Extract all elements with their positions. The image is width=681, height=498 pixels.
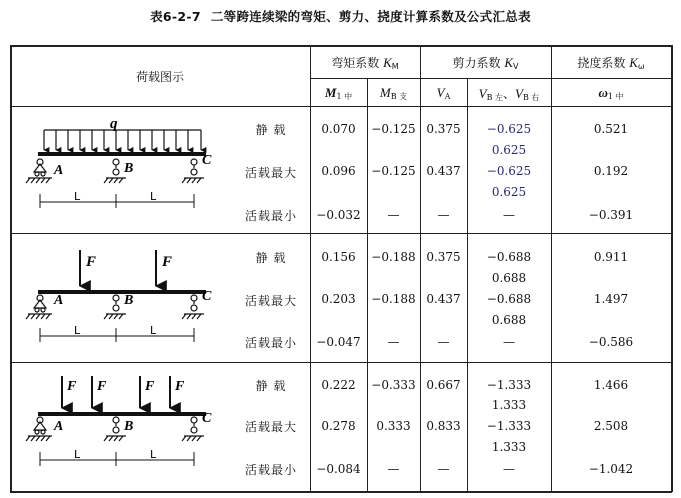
span-label-1: L (74, 324, 81, 337)
shear-symbol-sub: V (513, 62, 519, 71)
g1-r1-w: 0.521 (593, 122, 629, 136)
g3-r3-vb1: — (503, 462, 515, 476)
g1-r2-case: 活载最大 (244, 166, 297, 180)
g3-r3-case: 活载最小 (244, 463, 297, 477)
g3-r1-vb1: −1.333 (486, 378, 532, 392)
table-right-rule (671, 45, 673, 492)
vb-sub-left: B 左 (486, 93, 503, 102)
g3-r1-mb: −0.333 (371, 378, 416, 392)
load-label-f3: F (145, 379, 155, 394)
header-moment-group (310, 54, 420, 71)
g3-r3-w: −1.042 (588, 462, 634, 476)
g3-r1-w: 1.466 (593, 378, 629, 392)
diagram-uniform-load (20, 112, 225, 230)
g3-r2-mb: 0.333 (376, 419, 411, 433)
diagram-point-load-double (20, 368, 225, 488)
g3-r2-vb2: 1.333 (491, 440, 527, 454)
group1-bottom-rule (10, 233, 672, 234)
moment-symbol-sub: M (391, 62, 399, 71)
header-mb (367, 85, 420, 102)
g3-r2-m1: 0.278 (321, 419, 356, 433)
roller-support-c-icon (182, 159, 204, 183)
deflection-group-label: 挠度系数 (577, 56, 626, 70)
g3-r2-vb1: −1.333 (486, 419, 532, 433)
node-label-b: B (124, 419, 134, 434)
g2-r1-w: 0.911 (593, 250, 629, 264)
w1-symbol: ω (598, 85, 608, 100)
diagram-point-load-single (20, 240, 225, 358)
g2-r3-va: — (437, 335, 450, 349)
vb-symbol-right: V (515, 86, 523, 101)
va-sub: A (444, 92, 451, 101)
load-label-f4: F (175, 379, 185, 394)
roller-support-c-icon (182, 417, 204, 441)
span-dimension-lines (40, 194, 194, 208)
g2-r3-vb1: — (503, 335, 515, 349)
g2-r2-mb: −0.188 (371, 292, 416, 306)
g1-r2-vb1: −0.625 (486, 164, 532, 178)
g1-r2-vb2: 0.625 (491, 185, 527, 199)
g1-r1-vb1: −0.625 (486, 122, 532, 136)
g3-r2-w: 2.508 (593, 419, 629, 433)
header-mid-rule (310, 78, 672, 79)
g1-r3-m1: −0.032 (316, 208, 361, 222)
pin-support-a-icon (26, 417, 52, 441)
load-label-f2: F (97, 379, 107, 394)
header-m1 (310, 85, 367, 102)
load-label-f2: F (162, 254, 173, 270)
m1-symbol: M (324, 85, 337, 100)
header-deflection-group (551, 54, 671, 71)
node-label-a: A (54, 419, 64, 434)
g2-r3-mb: — (387, 335, 400, 349)
load-label-q: q (110, 116, 118, 132)
node-label-b: B (124, 293, 134, 308)
span-label-2: L (150, 324, 157, 337)
vb-symbol-left: V (478, 86, 487, 101)
g2-r2-w: 1.497 (593, 292, 629, 306)
g1-r1-mb: −0.125 (371, 122, 416, 136)
pin-support-a-icon (26, 159, 52, 183)
g1-r3-vb1: — (503, 208, 515, 222)
g2-r2-vb2: 0.688 (491, 313, 527, 327)
span-label-1: L (74, 190, 81, 203)
g3-r1-vb2: 1.333 (491, 398, 527, 412)
span-label-2: L (150, 448, 157, 461)
g2-r3-case: 活载最小 (244, 336, 297, 350)
g1-r3-va: — (437, 208, 450, 222)
node-label-a: A (54, 163, 64, 178)
span-label-2: L (150, 190, 157, 203)
g1-r3-w: −0.391 (588, 208, 634, 222)
g3-r3-va: — (437, 462, 450, 476)
deflection-symbol-sub: ω (637, 62, 645, 71)
table-left-rule (10, 45, 12, 492)
node-label-c: C (202, 153, 212, 168)
node-label-c: C (202, 289, 212, 304)
moment-symbol: K (383, 55, 392, 70)
g2-r2-vb1: −0.688 (486, 292, 532, 306)
group2-bottom-rule (10, 362, 672, 363)
g1-r1-case: 静 载 (255, 123, 287, 137)
header-load-diagram: 荷载图示 (135, 70, 184, 84)
g3-r2-case: 活载最大 (244, 420, 297, 434)
g2-r2-case: 活载最大 (244, 294, 297, 308)
g2-r3-w: −0.586 (588, 335, 634, 349)
g3-r1-case: 静 载 (255, 379, 287, 393)
g2-r1-case: 静 载 (255, 251, 287, 265)
g1-r2-mb: −0.125 (371, 164, 416, 178)
g1-r1-vb2: 0.625 (491, 143, 527, 157)
roller-support-b-icon (104, 417, 126, 441)
node-label-a: A (54, 293, 64, 308)
g2-r2-m1: 0.203 (321, 292, 356, 306)
vb-separator: 、 (502, 87, 515, 101)
g3-r1-va: 0.667 (426, 378, 461, 392)
g2-r1-vb1: −0.688 (486, 250, 532, 264)
moment-group-label: 弯矩系数 (331, 56, 380, 70)
g2-r3-m1: −0.047 (316, 335, 361, 349)
beam-1 (38, 152, 206, 156)
w1-sub: 1 中 (607, 92, 624, 101)
g2-r1-vb2: 0.688 (491, 271, 527, 285)
g2-r1-m1: 0.156 (321, 250, 356, 264)
g2-r1-va: 0.375 (426, 250, 461, 264)
header-bottom-rule (10, 106, 672, 107)
span-label-1: L (74, 448, 81, 461)
mb-sub: B 支 (390, 92, 408, 101)
m1-sub: 1 中 (336, 92, 353, 101)
g3-r2-va: 0.833 (426, 419, 461, 433)
node-label-b: B (124, 161, 134, 176)
roller-support-b-icon (104, 295, 126, 319)
table-top-rule (10, 45, 672, 47)
g3-r3-m1: −0.084 (316, 462, 361, 476)
node-label-c: C (202, 411, 212, 426)
vb-sub-right: B 右 (522, 93, 540, 102)
g1-r2-w: 0.192 (593, 164, 629, 178)
shear-group-label: 剪力系数 (452, 56, 501, 70)
g1-r2-va: 0.437 (426, 164, 461, 178)
distributed-load-arrows-icon (44, 130, 201, 150)
g2-r2-va: 0.437 (426, 292, 461, 306)
span-dimension-lines (40, 452, 194, 466)
g2-r1-mb: −0.188 (371, 250, 416, 264)
load-label-f1: F (67, 379, 77, 394)
g1-r3-case: 活载最小 (244, 209, 297, 223)
beam-3 (38, 412, 206, 416)
header-vb (467, 85, 551, 103)
shear-symbol: K (504, 55, 514, 70)
load-label-f1: F (86, 254, 97, 270)
table-number: 表6-2-7 (150, 9, 201, 24)
g3-r1-m1: 0.222 (321, 378, 356, 392)
header-va (420, 85, 467, 101)
g3-r3-mb: — (387, 462, 400, 476)
table-caption: 二等跨连续梁的弯矩、剪力、挠度计算系数及公式汇总表 (210, 9, 531, 24)
deflection-symbol: K (629, 55, 638, 70)
g1-r1-va: 0.375 (426, 122, 461, 136)
span-dimension-lines (40, 328, 194, 342)
roller-support-b-icon (104, 159, 126, 183)
g1-r3-mb: — (387, 208, 400, 222)
g1-r1-m1: 0.070 (321, 122, 356, 136)
pin-support-a-icon (26, 295, 52, 319)
table-bottom-rule (10, 491, 672, 493)
header-w1 (551, 85, 671, 102)
va-symbol: V (436, 85, 445, 100)
roller-support-c-icon (182, 295, 204, 319)
g1-r2-m1: 0.096 (321, 164, 356, 178)
header-shear-group (420, 54, 551, 71)
mb-symbol: M (379, 85, 391, 100)
